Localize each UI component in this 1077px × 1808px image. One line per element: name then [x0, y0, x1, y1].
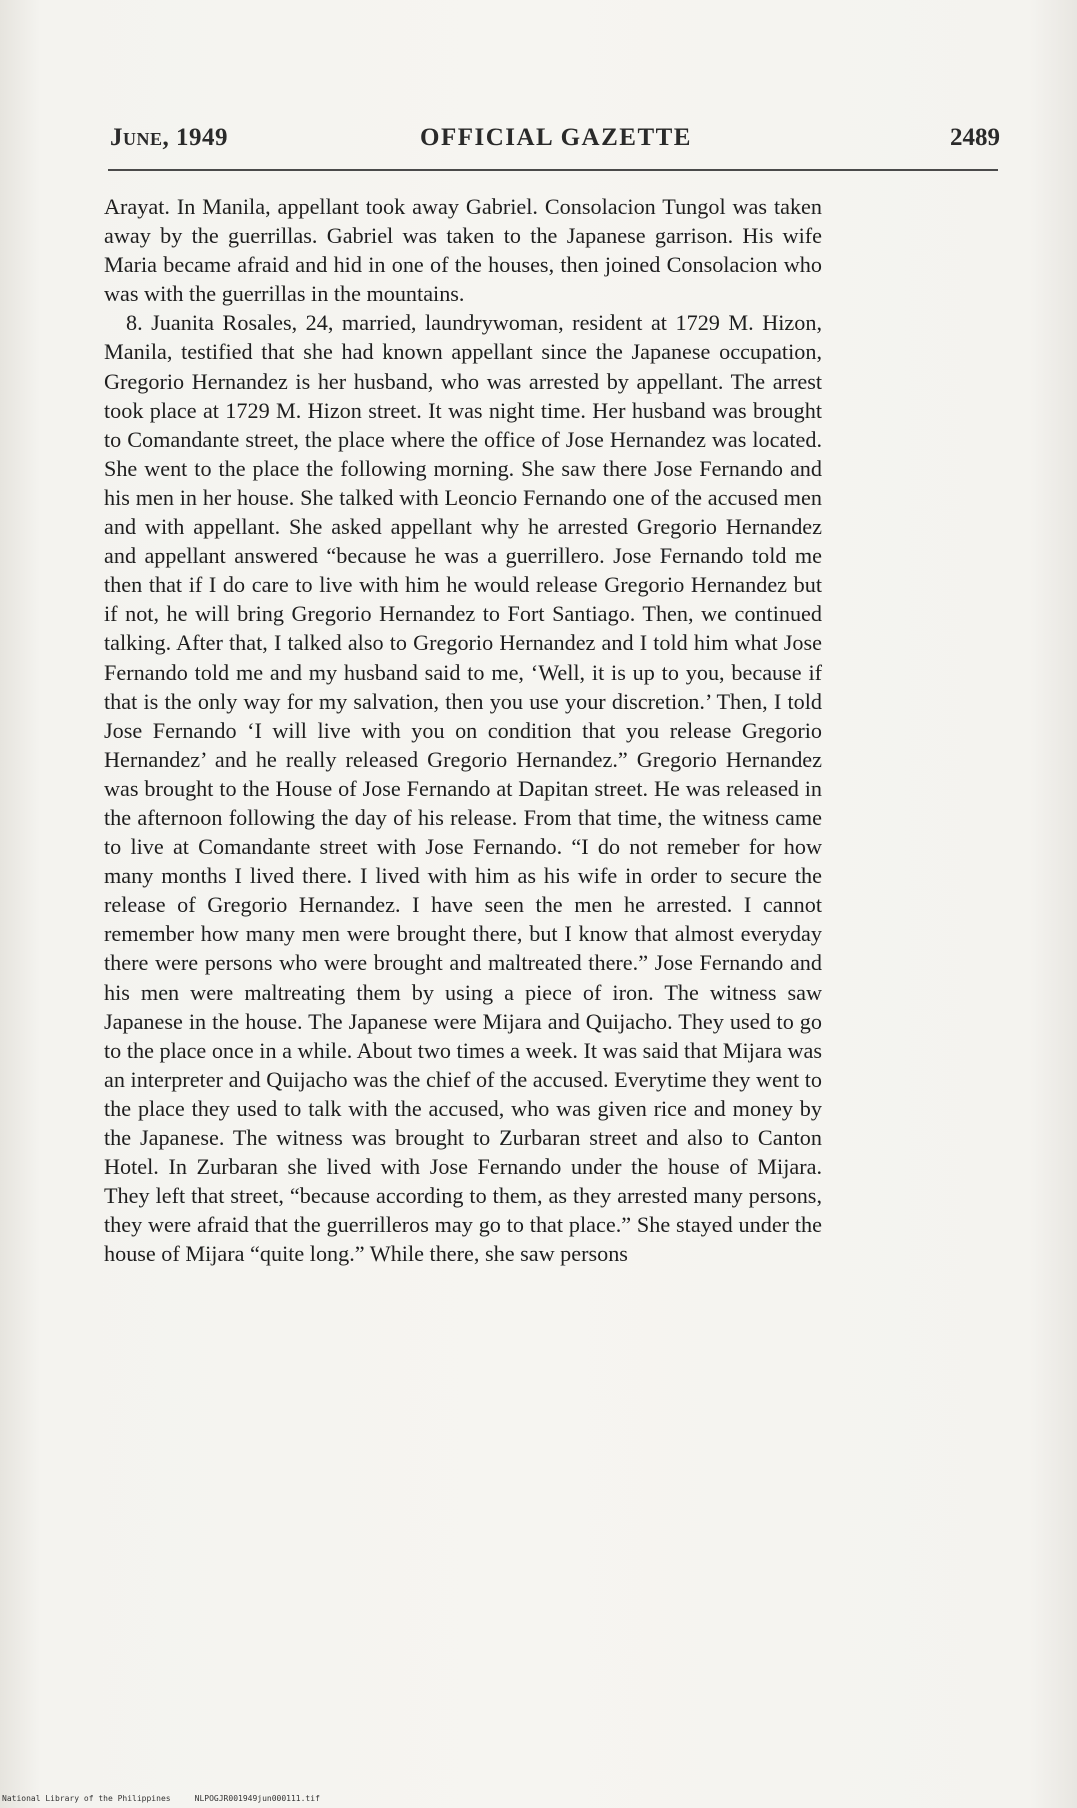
header-page-number: 2489	[950, 124, 1000, 151]
header-title: OFFICIAL GAZETTE	[420, 124, 692, 151]
running-header	[110, 124, 1000, 164]
scan-footer: National Library of the Philippines NLPOGJR001949jun000111.tif	[2, 1794, 320, 1803]
paragraph-1: Arayat. In Manila, appellant took away Gabriel. Consolacion Tungol was taken away by the guerrillas. Gabriel was taken to the Japanese garrison. His wife Maria became afraid and hid in one of the houses, then joined Consolacion who was with the guerrillas in the mountains.	[104, 194, 822, 307]
paragraph-2: 8. Juanita Rosales, 24, married, laundrywoman, resident at 1729 M. Hizon, Manila, testified that she had known appellant since the Japanese occupation, Gregorio Hernandez is her husband, who was arrested by appellant. The arrest took place at 1729 M. Hizon street. It was night time. Her husband was brought to Comandante street, the place where the office of Jose Hernandez was located. She went to the place the following morning. She saw there Jose Fernando and his men in her house. She talked with Leoncio Fernando one of the accused men and with appellant. She asked appellant why he arrested Gregorio Hernandez and appellant answered “because he was a guerrillero. Jose Fernando told me then that if I do care to live with him he would release Gregorio Hernandez but if not, he will bring Gregorio Hernandez to Fort Santiago. Then, we continued talking. After that, I talked also to Gregorio Hernandez and I told him what Jose Fernando told me and my husband said to me, ‘Well, it is up to you, because if that is the only way for my salvation, then you use your discretion.’ Then, I told Jose Fernando ‘I will live with you on condition that you release Gregorio Hernandez’ and he really released Gregorio Hernandez.” Gregorio Hernandez was brought to the House of Jose Fernando at Dapitan street. He was released in the afternoon following the day of his release. From that time, the witness came to live at Comandante street with Jose Fernando. “I do not remeber for how many months I lived there. I lived with him as his wife in order to secure the release of Gregorio Hernandez. I have seen the men he arrested. I cannot remember how many men were brought there, but I know that almost everyday there were persons who were brought and maltreated there.” Jose Fernando and his men were maltreating them by using a piece of iron. The witness saw Japanese in the house. The Japanese were Mijara and Quijacho. They used to go to the place once in a while. About two times a week. It was said that Mijara was an interpreter and Quijacho was the chief of the accused. Everytime they went to the place they used to talk with the accused, who was given rice and money by the Japanese. The witness was brought to Zurbaran street and also to Canton Hotel. In Zurbaran she lived with Jose Fernando under the house of Mijara. They left that street, “because according to them, as they arrested many persons, they were afraid that the guerrilleros may go to that place.” She stayed under the house of Mijara “quite long.” While there, she saw persons	[104, 310, 822, 1267]
header-date: June, 1949	[110, 124, 229, 151]
body-text	[104, 192, 822, 1268]
header-rule	[108, 169, 998, 171]
